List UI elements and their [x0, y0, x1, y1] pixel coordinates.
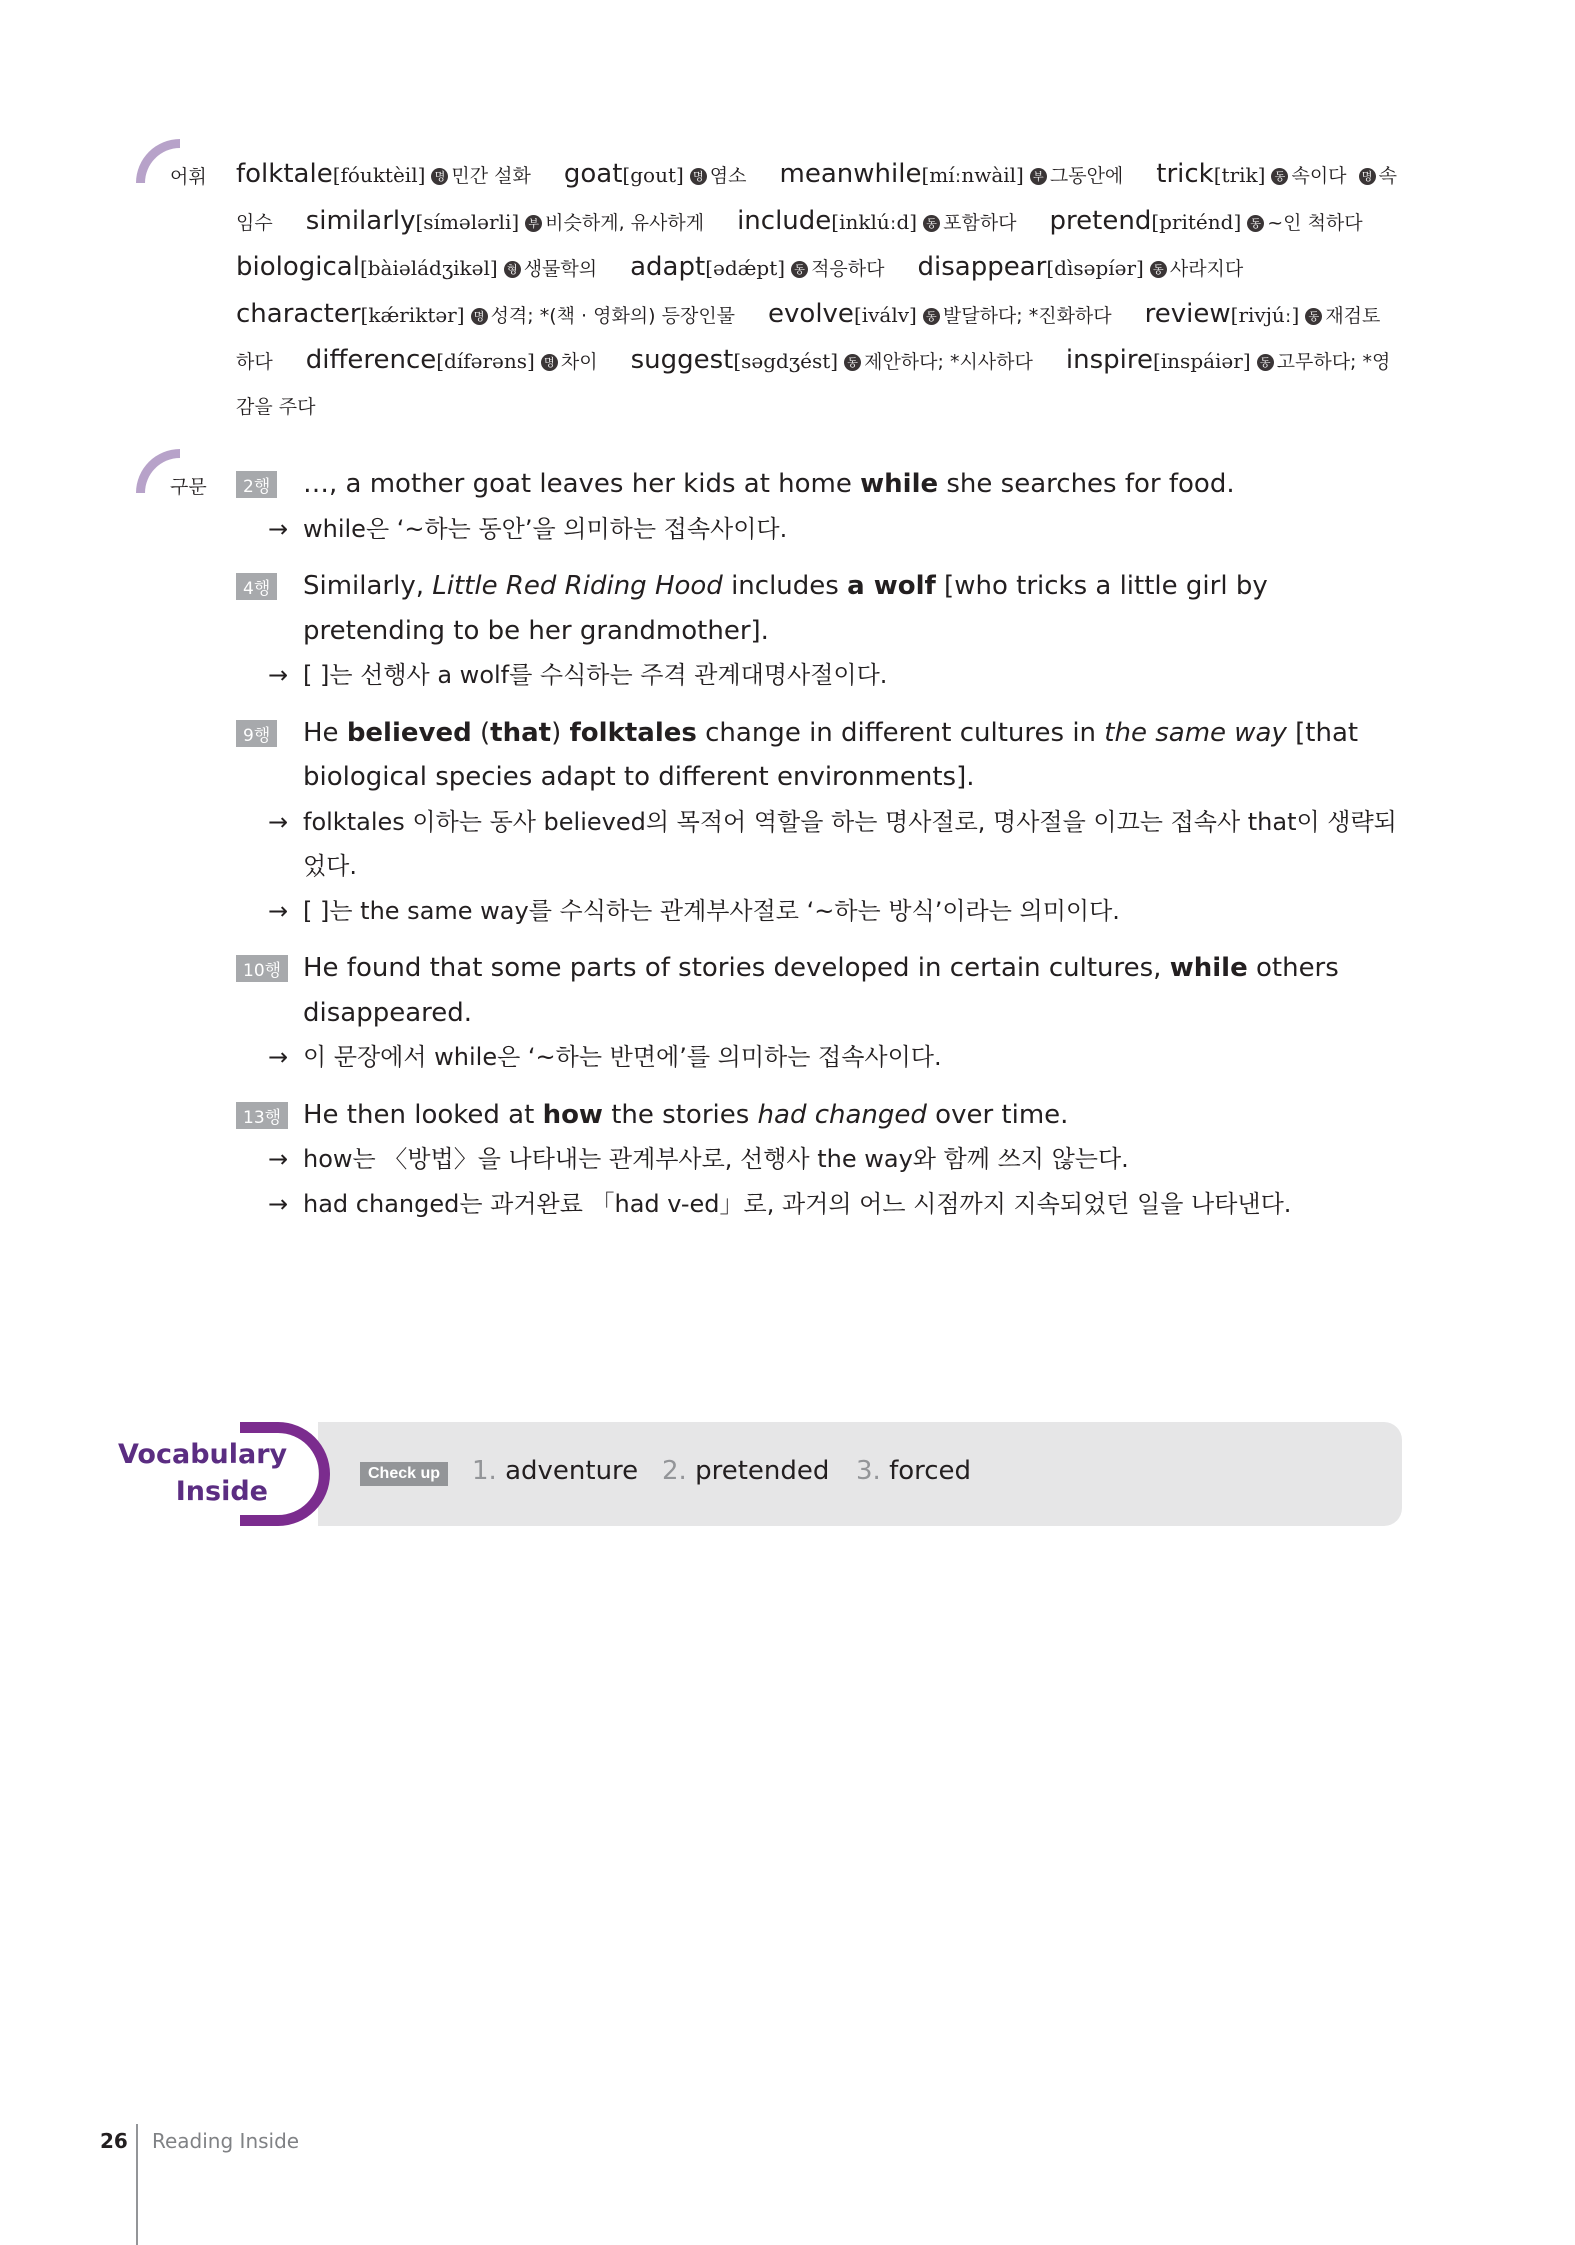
grammar-item: [236, 564, 1416, 698]
sentence-segment: He found that some parts of stories developed in certain cultures,: [303, 953, 1170, 983]
part-of-speech-badge: 부: [1030, 168, 1047, 185]
grammar-explanation: [268, 889, 1416, 934]
vocab-section-label: 어휘: [170, 166, 207, 188]
line-number-tag: 13행: [236, 1102, 288, 1129]
part-of-speech-badge: 명: [431, 168, 448, 185]
part-of-speech-badge: 명: [541, 354, 558, 371]
vocab-item: [236, 252, 598, 282]
vocab-definition: 포함하다: [943, 211, 1017, 234]
arrow-icon: →: [268, 896, 289, 925]
sentence-segment: others disappeared.: [303, 953, 1339, 1028]
vocab-word: pretend: [1049, 205, 1152, 236]
part-of-speech-badge: 명: [471, 308, 488, 325]
vocab-item: [1049, 205, 1363, 236]
vocab-pronunciation: [dífərəns]: [436, 349, 535, 373]
vocab-pronunciation: [trik]: [1213, 163, 1266, 187]
vocab-definition: ~인 척하다: [1267, 211, 1363, 234]
answer-number: 2.: [662, 1456, 687, 1486]
book-title: Reading Inside: [152, 2129, 300, 2153]
grammar-list: [236, 462, 1416, 1239]
vocab-pronunciation: [iválv]: [853, 302, 917, 327]
vocab-word: adapt: [630, 252, 706, 282]
vocab-definition: 그동안에: [1049, 165, 1124, 187]
example-sentence: [303, 462, 1416, 507]
line-number-tag: 2행: [236, 471, 277, 498]
vocab-word: similarly: [305, 205, 416, 236]
vocab-pronunciation: [səgdʒést]: [733, 349, 839, 373]
vocab-pronunciation: [fóuktèil]: [332, 163, 426, 187]
vocab-item: [305, 345, 598, 375]
example-sentence: [303, 711, 1416, 800]
bold-phrase: believed: [346, 717, 472, 748]
bold-phrase: while: [860, 469, 939, 499]
grammar-item: [236, 1093, 1416, 1227]
explanation-text: folktales 이하는 동사 believed의 목적어 역할을 하는 명사절로, 명사절을 이끄는 접속사 that이 생략되었다.: [303, 807, 1397, 880]
grammar-section-label: 구문: [170, 476, 207, 498]
italic-phrase: the same way: [1104, 717, 1287, 748]
sentence-segment: He then looked at: [303, 1099, 543, 1130]
vocab-word: review: [1144, 298, 1231, 329]
arrow-icon: →: [268, 514, 289, 543]
answer-text: adventure: [505, 1456, 639, 1486]
vocab-word: meanwhile: [779, 159, 922, 189]
bold-phrase: how: [542, 1099, 603, 1130]
vocab-item: [737, 205, 1017, 236]
check-up-badge: Check up: [360, 1462, 448, 1486]
arrow-icon: →: [268, 1145, 289, 1173]
bold-phrase: a wolf: [847, 571, 936, 601]
sentence-segment: (: [471, 717, 491, 748]
vocab-definition: 생물학의: [523, 258, 598, 280]
vocab-definition: 속임수: [236, 165, 1397, 234]
vocab-pronunciation: [gout]: [622, 163, 684, 187]
grammar-explanation: [268, 1137, 1416, 1182]
bold-phrase: that: [490, 717, 552, 748]
answer-text: pretended: [695, 1456, 830, 1486]
vocab-word: biological: [236, 252, 360, 282]
vocab-word: goat: [563, 159, 623, 189]
vocab-pronunciation: [símələrli]: [415, 209, 520, 234]
example-sentence: [303, 564, 1416, 653]
part-of-speech-badge: 동: [1247, 215, 1264, 232]
grammar-item: [236, 946, 1416, 1080]
line-number-tag: 4행: [236, 573, 277, 600]
arrow-icon: →: [268, 1189, 289, 1218]
part-of-speech-badge: 동: [1271, 168, 1288, 185]
page-number: 26: [100, 2129, 128, 2153]
footer-divider: [136, 2124, 138, 2245]
sentence-segment: the stories: [602, 1099, 758, 1130]
grammar-explanation: [268, 507, 1416, 552]
grammar-explanation: [268, 800, 1416, 889]
part-of-speech-badge: 동: [1257, 354, 1274, 371]
vocab-definition: 사라지다: [1169, 258, 1244, 280]
answer-text: forced: [889, 1456, 972, 1486]
vocab-item: [630, 345, 1033, 375]
vocab-pronunciation: [kǽriktər]: [360, 302, 465, 327]
vocab-word: suggest: [630, 345, 734, 375]
part-of-speech-badge: 형: [504, 261, 521, 278]
vocab-definition: 염소: [709, 165, 747, 187]
vocab-definition: 비슷하게, 유사하게: [545, 211, 705, 234]
sentence-segment: Similarly,: [303, 571, 433, 601]
vocab-definition: 민간 설화: [451, 165, 531, 187]
answer-3: [856, 1456, 971, 1486]
sentence-segment: …, a mother goat leaves her kids at home: [303, 469, 861, 499]
line-number-tag: 9행: [236, 720, 277, 747]
vocab-pronunciation: [rivjúː]: [1230, 302, 1300, 327]
answer-number: 1.: [472, 1456, 497, 1486]
vocab-definition: 적응하다: [811, 258, 885, 280]
vocab-pronunciation: [ədǽpt]: [705, 256, 786, 280]
answer-number: 3.: [856, 1456, 881, 1486]
vocab-item: [917, 252, 1244, 282]
answer-2: [662, 1456, 829, 1486]
vocab-definition: 고무하다; *영감을 주다: [236, 351, 1391, 418]
vocab-list: [236, 152, 1398, 429]
vocab-pronunciation: [inklúːd]: [831, 209, 918, 234]
explanation-text: [ ]는 the same way를 수식하는 관계부사절로 ‘~하는 방식’이라는 의미이다.: [303, 896, 1120, 925]
answer-1: [472, 1456, 638, 1486]
vocab-pronunciation: [priténd]: [1151, 209, 1242, 234]
grammar-item: [236, 711, 1416, 934]
arrow-icon: →: [268, 1043, 289, 1071]
arrow-icon: →: [268, 661, 289, 689]
vocab-item: [630, 252, 885, 282]
bold-phrase: while: [1169, 953, 1248, 983]
vocab-definition: 차이: [560, 351, 598, 373]
explanation-text: how는 〈방법〉을 나타내는 관계부사로, 선행사 the way와 함께 쓰지 않는다.: [303, 1145, 1129, 1173]
explanation-text: 이 문장에서 while은 ‘~하는 반면에’를 의미하는 접속사이다.: [303, 1043, 942, 1071]
italic-phrase: Little Red Riding Hood: [432, 571, 723, 601]
vocab-item: [236, 298, 736, 329]
explanation-text: had changed는 과거완료 「had v-ed」로, 과거의 어느 시점까지 지속되었던 일을 나타낸다.: [303, 1189, 1292, 1218]
grammar-explanation: [268, 1182, 1416, 1227]
vocabulary-inside-title: [118, 1436, 288, 1510]
example-sentence: [303, 946, 1416, 1035]
vocab-pronunciation: [dìsəpíər]: [1046, 256, 1144, 280]
grammar-explanation: [268, 653, 1416, 698]
vocab-pronunciation: [bàiəládʒikəl]: [359, 256, 498, 280]
sentence-segment: includes: [722, 571, 848, 601]
sentence-segment: He: [303, 717, 347, 748]
italic-phrase: had changed: [757, 1099, 927, 1130]
part-of-speech-badge: 동: [1305, 308, 1322, 325]
vocab-definition: 속이다: [1291, 165, 1353, 187]
vocab-item: [305, 205, 705, 236]
vocab-word: character: [236, 298, 361, 329]
grammar-explanation: [268, 1035, 1416, 1080]
bold-phrase: folktales: [569, 717, 697, 748]
part-of-speech-badge: 동: [923, 215, 940, 232]
vocab-definition: 제안하다; *시사하다: [864, 351, 1033, 373]
arrow-icon: →: [268, 807, 289, 836]
part-of-speech-badge: 동: [791, 261, 808, 278]
vocab-definition: 성격; *(책 · 영화의) 등장인물: [490, 304, 736, 327]
grammar-item: [236, 462, 1416, 551]
vocabulary-inside-title-line2: Inside: [175, 1476, 268, 1507]
sentence-segment: change in different cultures in: [696, 717, 1105, 748]
vocab-item: [779, 159, 1124, 189]
vocab-word: include: [737, 205, 832, 236]
explanation-text: [ ]는 선행사 a wolf를 수식하는 주격 관계대명사절이다.: [303, 661, 888, 689]
vocab-definition: 재검토하다: [236, 304, 1381, 373]
vocab-item: [563, 159, 747, 189]
vocab-item: [768, 298, 1112, 329]
vocab-word: difference: [305, 345, 437, 375]
vocab-word: disappear: [917, 252, 1047, 282]
part-of-speech-badge: 부: [525, 215, 542, 232]
part-of-speech-badge: 동: [923, 308, 940, 325]
part-of-speech-badge: 명: [690, 168, 707, 185]
part-of-speech-badge: 동: [844, 354, 861, 371]
part-of-speech-badge: 동: [1150, 261, 1167, 278]
vocab-definition: 발달하다; *진화하다: [942, 304, 1112, 327]
vocab-pronunciation: [inspáiər]: [1152, 349, 1251, 373]
vocab-word: trick: [1156, 159, 1214, 189]
vocab-pronunciation: [míːnwàil]: [921, 163, 1024, 187]
sentence-segment: [who tricks a little girl by pretending to be her grandmother].: [303, 571, 1268, 646]
explanation-text: while은 ‘~하는 동안’을 의미하는 접속사이다.: [303, 514, 788, 543]
vocab-word: evolve: [768, 298, 854, 329]
line-number-tag: 10행: [236, 955, 288, 982]
vocab-item: [236, 159, 531, 189]
sentence-segment: over time.: [926, 1099, 1069, 1130]
sentence-segment: she searches for food.: [938, 469, 1235, 499]
part-of-speech-badge: 명: [1359, 168, 1376, 185]
vocab-word: folktale: [236, 159, 333, 189]
example-sentence: [303, 1093, 1416, 1138]
vocabulary-inside-title-line1: Vocabulary: [118, 1439, 288, 1470]
sentence-segment: [that biological species adapt to different environments].: [303, 717, 1359, 792]
vocab-word: inspire: [1065, 345, 1153, 375]
sentence-segment: ): [551, 717, 570, 748]
